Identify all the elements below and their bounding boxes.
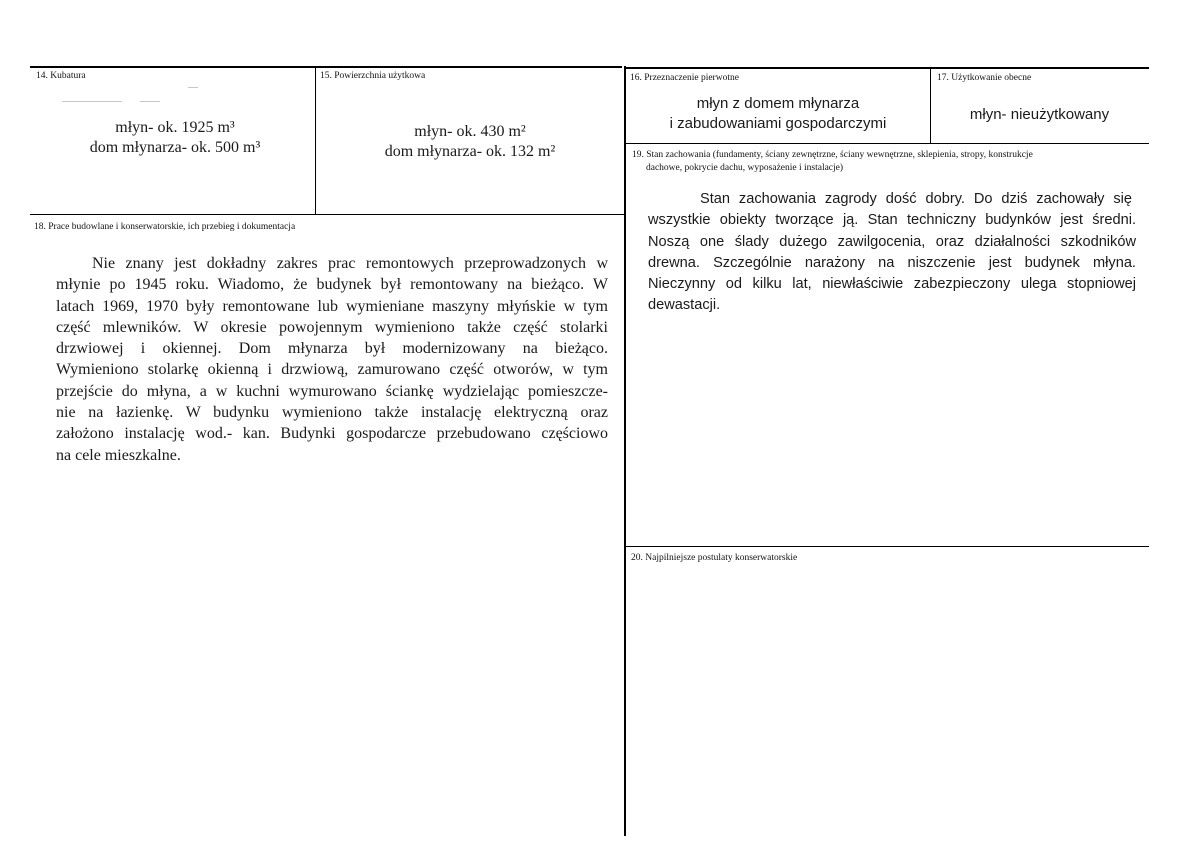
field-18-line: nie na łazienkę. W budynku wymieniono także instalację elektryczną oraz <box>56 404 608 422</box>
field-18-line: na cele mieszkalne. <box>56 446 181 464</box>
field-18-line: latach 1969, 1970 były remontowane lub wymieniane maszyny młyńskie w tym <box>56 297 608 315</box>
field-17-label: 17. Użytkowanie obecne <box>937 73 1032 83</box>
field-18-label: 18. Prace budowlane i konserwatorskie, ich przebieg i dokumentacja <box>34 222 296 232</box>
field-18-line: młynie po 1945 roku. Wiadomo, że budynek był remontowany na bieżąco. W <box>56 276 608 294</box>
top-border-right <box>625 67 1149 69</box>
scan-artifact <box>140 101 160 102</box>
field-14-line-2: dom młynarza- ok. 500 m³ <box>89 139 261 156</box>
field-17-value <box>932 105 1147 125</box>
right-row-divider-2 <box>625 546 1149 547</box>
field-18-line: drzwiowej i okiennej. Dom młynarza był modernizowany na bieżąco. <box>56 340 608 358</box>
field-15-line-2: dom młynarza- ok. 132 m² <box>384 143 556 160</box>
field-18-line: Wymieniono stolarkę okienną i drzwiową, zamurowano część otworów, w tym <box>56 361 608 379</box>
field-19-line: Noszą one ślady dużego zawilgocenia, oraz działalności szkodników <box>648 233 1136 250</box>
field-16-label: 16. Przeznaczenie pierwotne <box>630 73 739 83</box>
field-20-label: 20. Najpilniejsze postulaty konserwatorskie <box>631 553 798 563</box>
field-18-line: Nie znany jest dokładny zakres prac remontowych przeprowadzonych w <box>92 255 608 272</box>
field-19-line: Nieczynny od kilku lat, niewłaściwie zabezpieczony ulega stopniowej <box>648 276 1136 293</box>
field-18-line: część mlewników. W okresie powojennym wymieniono także część stolarki <box>56 318 608 336</box>
field-19-line: dewastacji. <box>648 297 721 314</box>
field-19-label-line-1: 19. Stan zachowania (fundamenty, ściany zewnętrzne, ściany wewnętrzne, sklepienia, stropy, konstrukcje <box>632 150 1033 160</box>
field-19-line: drewna. Szczególnie narażony na niszczenie jest budynek młyna. <box>648 254 1136 271</box>
scan-artifact <box>188 87 198 88</box>
field-19-text <box>648 189 1136 317</box>
field-15-line-1: młyn- ok. 430 m² <box>414 123 526 140</box>
scan-artifact <box>62 101 122 102</box>
field-16-line-2: i zabudowaniami gospodarczymi <box>669 115 887 132</box>
left-column-divider <box>624 66 626 836</box>
field-16-value <box>628 94 928 134</box>
field-17-line-1: młyn- nieużytkowany <box>969 106 1110 123</box>
field-14-label: 14. Kubatura <box>36 71 86 81</box>
left-row-divider-1 <box>30 214 625 215</box>
field-14-value <box>40 118 310 158</box>
field-15-value <box>320 122 620 162</box>
top-border-left <box>30 66 622 68</box>
field-19-line: wszystkie obiekty tworzące ją. Stan techniczny budynków jest średni. <box>648 212 1136 229</box>
field-14-line-1: młyn- ok. 1925 m³ <box>115 119 235 136</box>
field-18-text <box>56 253 608 466</box>
right-row-divider-1 <box>625 143 1149 144</box>
kubatura-divider <box>315 67 316 215</box>
f16-f17-divider <box>930 68 931 144</box>
field-19-line: Stan zachowania zagrody dość dobry. Do dziś zachowały się <box>700 191 1132 207</box>
field-18-line: przejście do młyna, a w kuchni wymurowano ściankę wydzielając pomieszcze- <box>56 382 608 400</box>
field-18-line: założono instalację wod.- kan. Budynki gospodarcze przebudowano częściowo <box>56 425 608 443</box>
field-15-label: 15. Powierzchnia użytkowa <box>320 71 426 81</box>
field-19-label-line-2: dachowe, pokrycie dachu, wyposażenie i instalacje) <box>646 163 844 173</box>
field-16-line-1: młyn z domem młynarza <box>696 95 860 112</box>
